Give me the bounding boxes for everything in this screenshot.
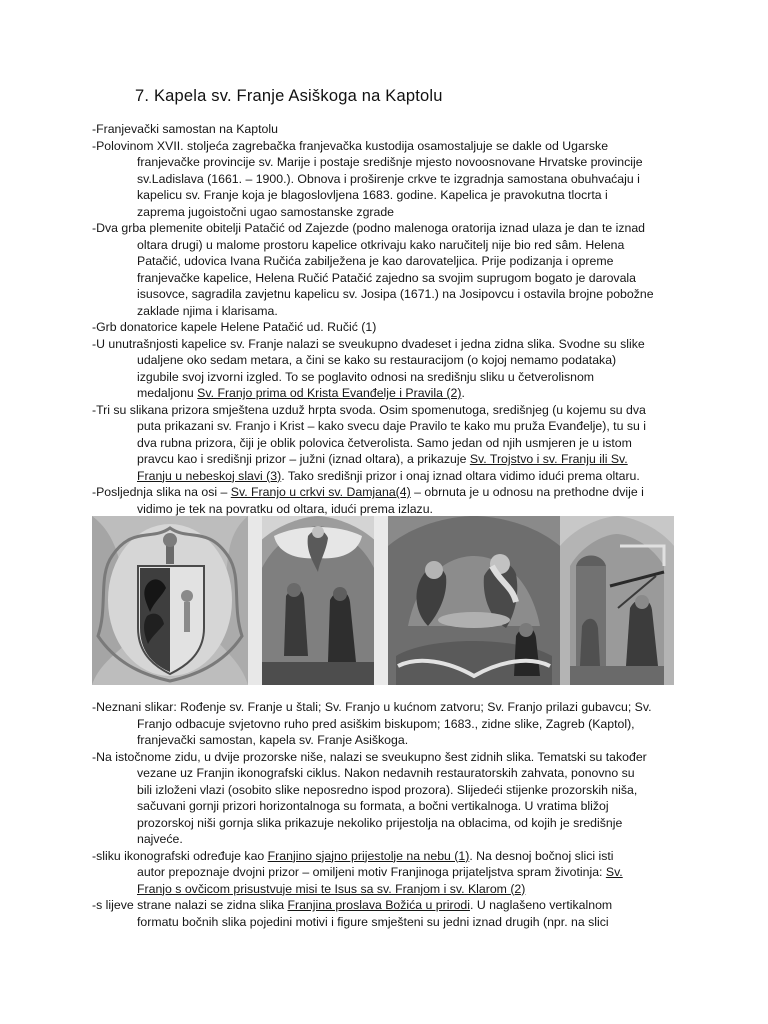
text-segment: Patačić, udovica Ivana Ručića zabilježena je kao darovateljica. Prije podizanja i opreme [137, 254, 614, 268]
text-segment: . Na desnoj bočnoj slici isti [469, 848, 614, 863]
text-segment: . Tako središnji prizor i onaj iznad oltara vidimo idući prema oltaru. [281, 468, 640, 483]
text-segment: -Grb donatorice kapele Helene Patačić ud. Ručić (1) [92, 320, 377, 334]
text-segment: bili izloženi vlazi (osobito slike neposredno ispod prozora). Slijedeći stijenke prozorskih niša, [137, 782, 638, 797]
paragraph [92, 319, 692, 336]
text-segment: franjevačke provincije sv. Marije i postaje središnje mjesto novoosnovane Hrvatske provincije [137, 155, 643, 169]
text-segment: -Franjevački samostan na Kaptolu [92, 122, 278, 136]
figure-reference: Franjo s ovčicom prisustvuje misi te Isus sa sv. Franjom i sv. Klarom (2) [137, 881, 526, 896]
text-block-bottom [92, 699, 692, 930]
text-line [92, 418, 692, 435]
figure-reference: Franju u nebeskoj slavi (3) [137, 468, 282, 483]
text-segment: -Polovinom XVII. stoljeća zagrebačka franjevačka kustodija osamostaljuje se dakle od Ugarske [92, 138, 609, 153]
text-line [92, 732, 692, 749]
paragraph [92, 336, 692, 402]
paragraph [92, 848, 692, 898]
page-title: 7. Kapela sv. Franje Asiškoga na Kaptolu [135, 87, 443, 105]
text-line [92, 435, 692, 452]
text-segment: medaljonu [137, 386, 198, 400]
text-line [92, 270, 692, 287]
text-line [92, 815, 692, 832]
text-line [92, 253, 692, 270]
paragraph [92, 402, 692, 485]
text-segment: izgubile svoj izvorni izgled. To se poglavito odnosi na središnju sliku u četverolisnom [137, 369, 595, 384]
text-segment: oltara drugi) u malome prostoru kapelice otkrivaju kako naručitelj nije bio red sâm. Helena [137, 237, 625, 252]
text-line [92, 171, 692, 188]
text-line [92, 336, 692, 353]
text-line [92, 352, 692, 369]
paragraph [92, 699, 692, 749]
text-segment: franjevački samostan, kapela sv. Franje Asiškoga. [137, 733, 409, 747]
text-line [92, 831, 692, 848]
text-segment: sv.Ladislava (1661. – 1900.). Obnova i proširenje crkve te izgradnja samostana obuhvaćaju i [137, 171, 640, 186]
text-line [92, 187, 692, 204]
text-segment: -Posljednja slika na osi – [92, 485, 231, 499]
text-segment: prozorskoj niši gornja slika prikazuje nekoliko prijestolja na oblacima, od kojih je središnje [137, 815, 623, 830]
text-segment: -Dva grba plemenite obitelji Patačić od Zajezde (podno malenoga oratorija iznad ulaza je dan te iznad [92, 221, 646, 235]
text-line [92, 765, 692, 782]
text-line [92, 138, 692, 155]
image-strip [92, 516, 674, 685]
text-segment: -Na istočnome zidu, u dvije prozorske niše, nalazi se sveukupno šest zidnih slika. Tematski su također [92, 749, 647, 764]
coat-of-arms-image [92, 516, 248, 685]
text-line [92, 237, 692, 254]
text-segment: udaljene oko sedam metara, a čini se kako su restauracijom (o kojoj nemamo podataka) [137, 353, 617, 367]
text-line [92, 848, 692, 865]
text-segment: sačuvani gornji prizori horizontalnoga su formata, a bočni vertikalnoga. U vratima bližoj [137, 799, 609, 813]
text-segment: – obrnuta je u odnosu na prethodne dvije i [410, 485, 644, 499]
text-segment: vidimo je tek na povratku od oltara, idući prema izlazu. [137, 501, 433, 516]
francis-in-san-damiano-image [560, 516, 674, 685]
text-block-top [92, 121, 692, 517]
text-segment: pravcu kao i središnji prizor – južni (iznad oltara), a prikazuje [137, 452, 470, 466]
paragraph [92, 121, 692, 138]
text-line [92, 451, 692, 468]
text-segment: -s lijeve strane nalazi se zidna slika [92, 898, 288, 912]
text-segment: najveće. [137, 832, 183, 846]
text-line [92, 385, 692, 402]
text-line [92, 782, 692, 799]
paragraph [92, 138, 692, 221]
text-segment: autor prepoznaje dvojni prizor – omiljeni motiv Franjinoga prijateljstva spram životinja: [137, 865, 606, 879]
figure-reference: Sv. Franjo prima od Krista Evanđelje i Pravila (2) [197, 386, 462, 400]
text-line [92, 121, 692, 138]
paragraph [92, 897, 692, 930]
text-segment: vezane uz Franjin ikonografski ciklus. Nakon nedavnih restauratorskih zahvata, ponovno su [137, 766, 635, 780]
text-line [92, 881, 692, 898]
text-segment: . U naglašeno vertikalnom [469, 898, 613, 912]
trinity-and-francis-image [388, 516, 560, 685]
text-segment: zaklade njima i klarisama. [137, 303, 278, 318]
text-line [92, 914, 692, 931]
text-line [92, 402, 692, 419]
text-segment: formatu bočnih slika pojedini motivi i figure smješteni su jedni iznad drugih (npr. na slici [137, 914, 609, 929]
text-segment: Franjo odbacuje svjetovno ruho pred asiškim biskupom; 1683., zidne slike, Zagreb (Kaptol), [137, 716, 635, 731]
text-segment: -Tri su slikana prizora smještena uzduž hrpta svoda. Osim spomenutoga, središnjeg (u kojemu su dva [92, 402, 646, 417]
text-line [92, 897, 692, 914]
text-segment: isusovce, sagradila zavjetnu kapelicu sv. Josipa (1671.) na Josipovcu i ostavila brojne pobožne [137, 287, 654, 301]
figure-reference: Franjino sjajno prijestolje na nebu (1) [267, 848, 470, 863]
figure-reference: Sv. [605, 865, 623, 879]
text-segment: dva rubna prizora, čiji je oblik polovica četverolista. Samo jedan od njih usmjeren je u istom [137, 435, 632, 450]
text-segment: kapelicu sv. Franje koja je blagoslovljena 1683. godine. Kapelica je pravokutna tlocrta i [137, 188, 608, 202]
text-segment: franjevačke kapelice, Helena Ručić Patačić zajedno sa svojim suprugom bogato je darovala [137, 270, 636, 285]
figure-reference: Franjina proslava Božića u prirodi [287, 898, 470, 912]
text-segment: puta prikazani sv. Franjo i Krist – kako svecu daje Pravilo te kako mu pruža Evanđelje), tu su i [137, 419, 646, 433]
figure-reference: Sv. Franjo u crkvi sv. Damjana(4) [230, 485, 411, 499]
text-line [92, 699, 692, 716]
paragraph [92, 484, 692, 517]
text-line [92, 501, 692, 518]
paragraph [92, 220, 692, 319]
text-line [92, 716, 692, 733]
text-line [92, 286, 692, 303]
text-segment: . [461, 386, 465, 400]
text-segment: -U unutrašnjosti kapelice sv. Franje nalazi se sveukupno dvadeset i jedna zidna slika. Svodne su slike [92, 336, 645, 351]
text-line [92, 864, 692, 881]
text-line [92, 798, 692, 815]
text-line [92, 303, 692, 320]
text-line [92, 468, 692, 485]
text-line [92, 319, 692, 336]
text-line [92, 154, 692, 171]
text-line [92, 369, 692, 386]
text-line [92, 749, 692, 766]
text-segment: -sliku ikonografski određuje kao [92, 848, 268, 863]
christ-gives-rule-image [248, 516, 388, 685]
text-line [92, 204, 692, 221]
figure-reference: Sv. Trojstvo i sv. Franju ili Sv. [469, 452, 628, 466]
paragraph [92, 749, 692, 848]
text-segment: -Neznani slikar: Rođenje sv. Franje u štali; Sv. Franjo u kućnom zatvoru; Sv. Franjo prilazi gubavcu; Sv. [92, 700, 652, 714]
text-line [92, 220, 692, 237]
text-line [92, 484, 692, 501]
text-segment: zaprema jugoistočni ugao samostanske zgrade [137, 204, 395, 219]
